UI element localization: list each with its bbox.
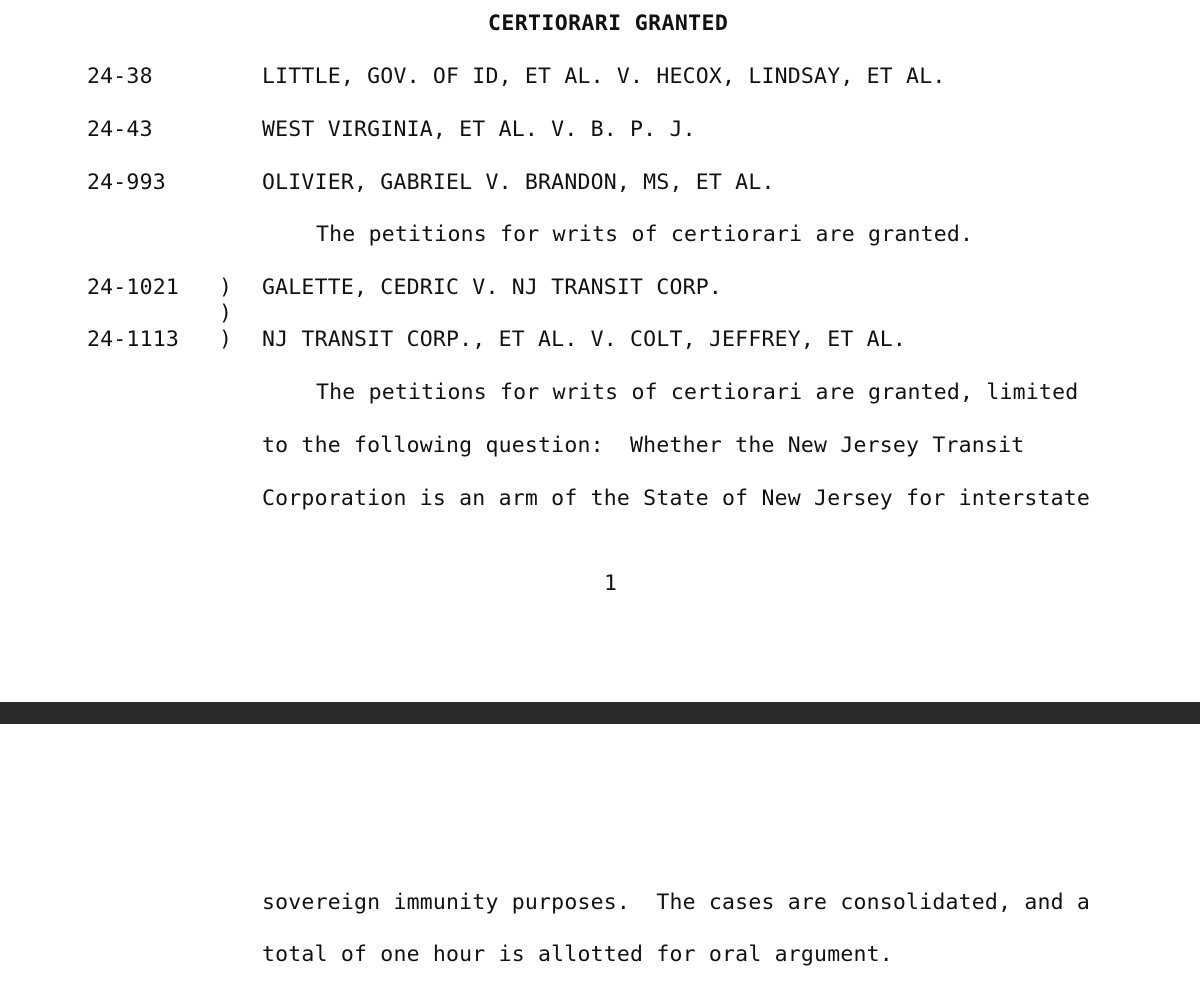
docket-number: 24-1113	[87, 327, 180, 352]
section-heading: CERTIORARI GRANTED	[488, 11, 729, 36]
consolidation-bracket: )	[219, 301, 232, 326]
order-text-line: The petitions for writs of certiorari are granted, limited	[316, 380, 1079, 405]
docket-number: 24-1021	[87, 275, 180, 300]
case-caption: LITTLE, GOV. OF ID, ET AL. V. HECOX, LINDSAY, ET AL.	[262, 64, 946, 89]
page-number: 1	[604, 571, 618, 596]
case-caption: NJ TRANSIT CORP., ET AL. V. COLT, JEFFREY, ET AL.	[262, 327, 907, 352]
page-separator	[0, 702, 1200, 724]
case-caption: GALETTE, CEDRIC V. NJ TRANSIT CORP.	[262, 275, 723, 300]
docket-number: 24-993	[87, 170, 166, 195]
consolidation-bracket: )	[219, 275, 232, 300]
case-caption: WEST VIRGINIA, ET AL. V. B. P. J.	[262, 117, 696, 142]
docket-number: 24-38	[87, 64, 153, 89]
order-text-line: total of one hour is allotted for oral argument.	[262, 942, 893, 967]
order-text: The petitions for writs of certiorari are granted.	[316, 222, 974, 247]
order-text-line: sovereign immunity purposes. The cases are consolidated, and a	[262, 890, 1091, 915]
document-page-2	[0, 724, 1200, 996]
docket-number: 24-43	[87, 117, 153, 142]
consolidation-bracket: )	[219, 327, 232, 352]
order-text-line: Corporation is an arm of the State of New Jersey for interstate	[262, 486, 1091, 511]
order-text-line: to the following question: Whether the New Jersey Transit	[262, 433, 1025, 458]
case-caption: OLIVIER, GABRIEL V. BRANDON, MS, ET AL.	[262, 170, 775, 195]
